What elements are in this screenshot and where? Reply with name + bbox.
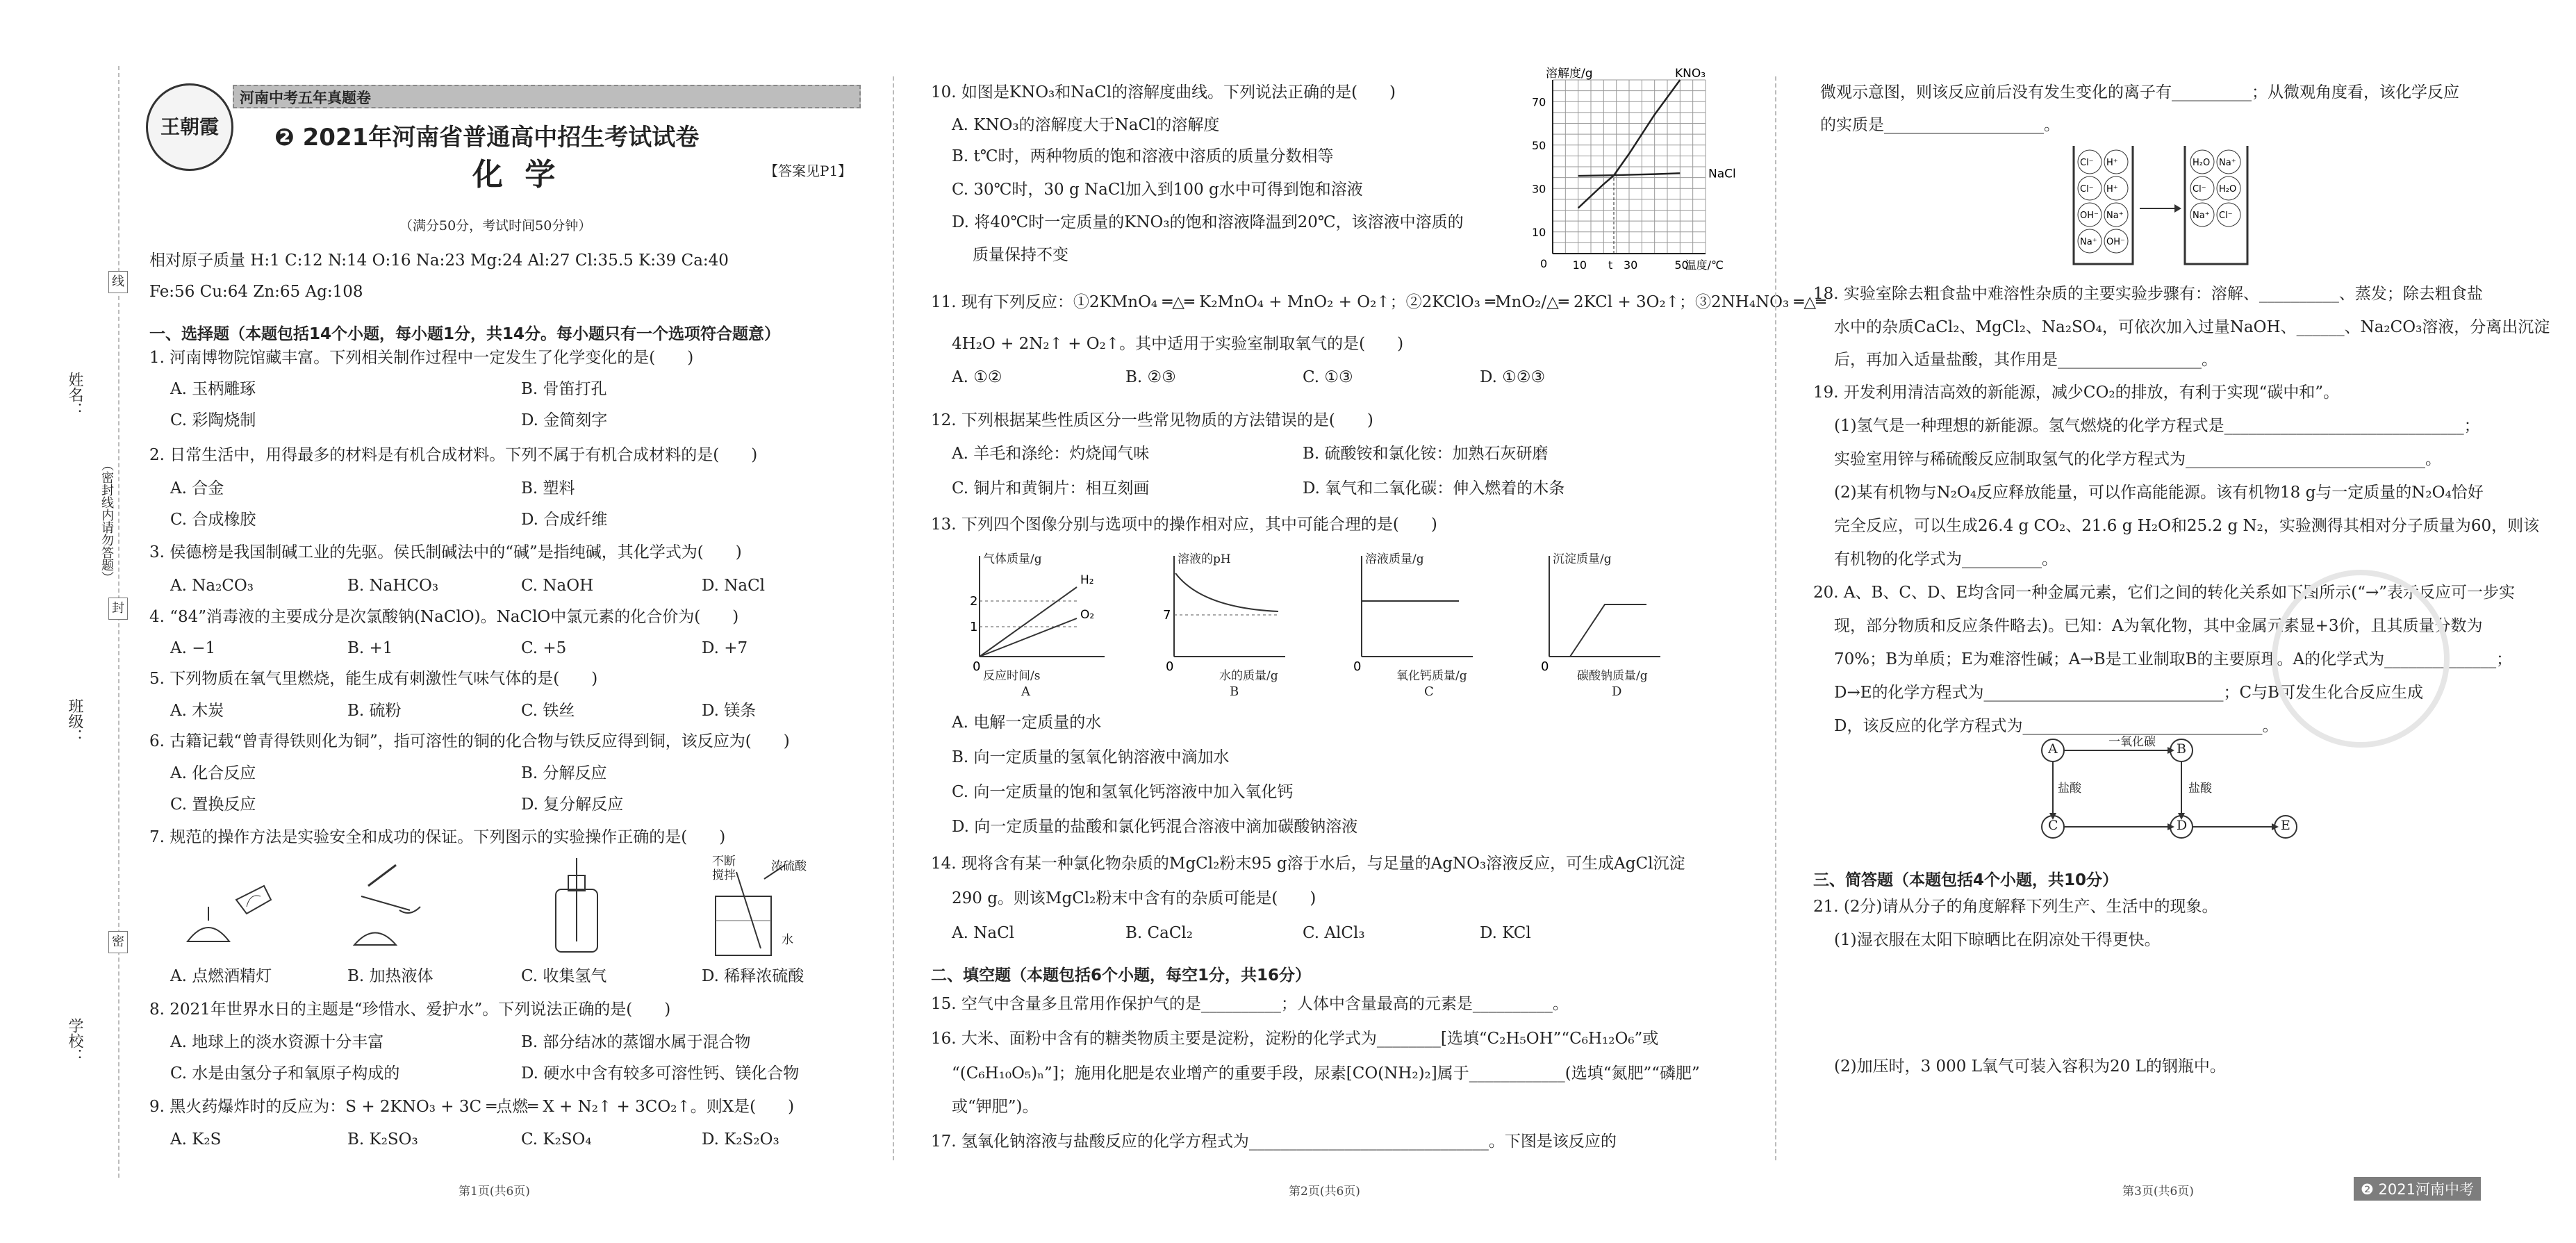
svg-text:0: 0 bbox=[973, 659, 981, 674]
q2-option-b[interactable]: B. 塑料 bbox=[521, 479, 575, 497]
q19-text-3: 实验室用锌与稀硫酸反应制取氢气的化学方程式为______________________________。 bbox=[1834, 450, 2441, 468]
watermark-seal bbox=[2272, 570, 2450, 748]
q14-option-a[interactable]: A. NaCl bbox=[952, 924, 1015, 942]
ion-label: Cl⁻ bbox=[2219, 211, 2233, 221]
q5-option-b[interactable]: B. 硫粉 bbox=[347, 702, 402, 720]
q13-b-label: B bbox=[1230, 684, 1239, 699]
q21-part1: (1)湿衣服在太阳下晾晒比在阴凉处干得更快。 bbox=[1834, 931, 2161, 949]
q20-text-3: 70%；B为单质；E为难溶性碱；A→B是工业制取B的主要原理。A的化学式为______________； bbox=[1834, 650, 2513, 668]
q7-label-stir: 不断搅拌 bbox=[712, 855, 736, 882]
q20-text-5: D，该反应的化学方程式为______________________________。 bbox=[1834, 717, 2279, 735]
atomic-mass-line2: Fe:56 Cu:64 Zn:65 Ag:108 bbox=[149, 283, 363, 301]
edge-ab-label: 一氧化碳 bbox=[2108, 735, 2156, 749]
q19-text-1: 19. 开发利用清洁高效的新能源，减少CO₂的排放，有利于实现“碳中和”。 bbox=[1813, 384, 2340, 402]
q17-micro-diagram bbox=[2070, 142, 2272, 271]
q20-text-2: 现，部分物质和反应条件略去)。已知：A为氧化物，其中金属元素显+3价，且其质量分数为 bbox=[1834, 617, 2483, 635]
q9-stem: 9. 黑火药爆炸时的反应为：S + 2KNO₃ + 3C ═点燃═ X + N₂↑ + 3CO₂↑。则X是( ) bbox=[149, 1098, 795, 1116]
q2-option-c[interactable]: C. 合成橡胶 bbox=[170, 511, 256, 529]
q21-part1-answer-area[interactable] bbox=[1834, 959, 2459, 1035]
node-c: C bbox=[2048, 818, 2058, 833]
q7-label-water: 水 bbox=[782, 933, 793, 947]
node-d: D bbox=[2177, 818, 2188, 833]
q13-a-xlabel: 反应时间/s bbox=[983, 669, 1041, 683]
q19-text-2: (1)氢气是一种理想的新能源。氢气燃烧的化学方程式是______________________________； bbox=[1834, 417, 2480, 435]
q9-option-a[interactable]: A. K₂S bbox=[170, 1130, 222, 1149]
q8-option-d[interactable]: D. 硬水中含有较多可溶性钙、镁化合物 bbox=[521, 1064, 800, 1083]
q13-c-xlabel: 氧化钙质量/g bbox=[1396, 669, 1467, 683]
y-tick-label: 70 bbox=[1532, 95, 1546, 109]
q4-option-a[interactable]: A. −1 bbox=[170, 639, 216, 657]
q11-option-c[interactable]: C. ①③ bbox=[1303, 368, 1353, 386]
q13-graph-d bbox=[1541, 556, 1660, 674]
q13-option-b[interactable]: B. 向一定质量的氢氧化钠溶液中滴加水 bbox=[952, 748, 1230, 766]
q7-stem: 7. 规范的操作方法是实验安全和成功的保证。下列图示的实验操作正确的是( ) bbox=[149, 828, 726, 846]
q18-text-2: 水中的杂质CaCl₂、MgCl₂、Na₂SO₄，可依次加入过量NaOH、______、Na₂CO₃溶液，分离出沉淀 bbox=[1834, 318, 2550, 336]
q20-text-4: D→E的化学方程式为______________________________；C与B可发生化合反应生成 bbox=[1834, 684, 2424, 702]
logo-text: 王朝霞 bbox=[160, 115, 219, 138]
ion-label: OH⁻ bbox=[2106, 237, 2125, 247]
q13-option-a[interactable]: A. 电解一定质量的水 bbox=[952, 714, 1102, 732]
q5-stem: 5. 下列物质在氧气里燃烧，能生成有刺激性气味气体的是( ) bbox=[149, 670, 598, 688]
exam-title bbox=[274, 118, 699, 152]
q7-option-a[interactable]: A. 点燃酒精灯 bbox=[170, 967, 272, 985]
q13-a-ylabel: 气体质量/g bbox=[983, 552, 1042, 566]
q2-option-d[interactable]: D. 合成纤维 bbox=[521, 511, 608, 529]
gas-bottle-figure bbox=[556, 858, 597, 952]
q19-text-4: (2)某有机物与N₂O₄反应释放能量，可以作高能能源。该有机物18 g与一定质量的N₂O₄恰好 bbox=[1834, 484, 2484, 502]
q13-b-xlabel: 水的质量/g bbox=[1219, 669, 1278, 683]
seal-mark-mi: 密 bbox=[108, 931, 128, 953]
q4-option-c[interactable]: C. +5 bbox=[521, 639, 567, 657]
q10-option-d-cont: 质量保持不变 bbox=[973, 246, 1068, 264]
q18-text-1: 18. 实验室除去粗食盐中难溶性杂质的主要实验步骤有：溶解、__________、蒸发；除去粗食盐 bbox=[1813, 285, 2483, 303]
q13-graphs bbox=[945, 545, 1674, 702]
q9-option-c[interactable]: C. K₂SO₄ bbox=[521, 1130, 592, 1149]
name-label: 姓名： bbox=[66, 372, 83, 418]
q13-d-xlabel: 碳酸钠质量/g bbox=[1577, 669, 1648, 683]
ion-label: Na⁺ bbox=[2219, 158, 2236, 168]
q12-option-d[interactable]: D. 氧气和二氧化碳：伸入燃着的木条 bbox=[1303, 479, 1565, 497]
q11-stem: 11. 现有下列反应：①2KMnO₄ ═△═ K₂MnO₄ + MnO₂ + O₂↑；②2KClO₃ ═MnO₂/△═ 2KCl + 3O₂↑；③2NH₄NO₃ ═△═ bbox=[931, 293, 1826, 311]
q17-text-2: 微观示意图，则该反应前后没有发生变化的离子有__________；从微观角度看，该化学反应 bbox=[1820, 83, 2459, 101]
q13-graph-c bbox=[1353, 556, 1473, 674]
section2-title: 二、填空题（本题包括6个小题，每空1分，共16分） bbox=[931, 966, 1312, 985]
ion-label: Na⁺ bbox=[2193, 211, 2210, 221]
x-tick-label: t bbox=[1608, 258, 1613, 272]
q4-option-b[interactable]: B. +1 bbox=[347, 639, 393, 657]
series-tag: 河南中考五年真题卷 bbox=[240, 90, 371, 106]
solubility-chart bbox=[1514, 66, 1751, 274]
q6-option-d[interactable]: D. 复分解反应 bbox=[521, 796, 624, 814]
q10-option-d[interactable]: D. 将40℃时一定质量的KNO₃的饱和溶液降温到20℃，该溶液中溶质的 bbox=[952, 213, 1464, 231]
q6-option-a[interactable]: A. 化合反应 bbox=[170, 764, 256, 782]
q10-option-b[interactable]: B. t℃时，两种物质的饱和溶液中溶质的质量分数相等 bbox=[952, 147, 1334, 165]
q10-option-a[interactable]: A. KNO₃的溶解度大于NaCl的溶解度 bbox=[952, 116, 1220, 134]
q14-stem-cont: 290 g。则该MgCl₂粉末中含有的杂质可能是( ) bbox=[952, 889, 1316, 907]
q9-option-d[interactable]: D. K₂S₂O₃ bbox=[702, 1130, 779, 1149]
q4-option-d[interactable]: D. +7 bbox=[702, 639, 748, 657]
q3-option-a[interactable]: A. Na₂CO₃ bbox=[170, 577, 254, 595]
q16-text-1: 16. 大米、面粉中含有的糖类物质主要是淀粉，淀粉的化学式为________[选填“C₂H₅OH”“C₆H₁₂O₆”或 bbox=[931, 1030, 1659, 1048]
q13-d-ylabel: 沉淀质量/g bbox=[1553, 552, 1612, 566]
x-tick-label: 10 bbox=[1572, 258, 1587, 272]
q16-text-3: 或“钾肥”)。 bbox=[952, 1098, 1039, 1116]
page1-footer: 第1页(共6页) bbox=[459, 1185, 530, 1199]
svg-text:1: 1 bbox=[970, 620, 978, 634]
ion-label: H⁺ bbox=[2106, 184, 2118, 195]
q3-stem: 3. 侯德榜是我国制碱工业的先驱。侯氏制碱法中的“碱”是指纯碱，其化学式为( ) bbox=[149, 543, 742, 561]
q16-text-2: “(C₆H₁₀O₅)ₙ”]；施用化肥是农业增产的重要手段，尿素[CO(NH₂)₂]属于____________(选填“氮肥”“磷肥” bbox=[952, 1064, 1700, 1083]
subject-title: 化 学 bbox=[472, 157, 561, 192]
q13-option-c[interactable]: C. 向一定质量的饱和氢氧化钙溶液中加入氧化钙 bbox=[952, 783, 1294, 801]
ion-label: OH⁻ bbox=[2080, 211, 2099, 221]
q5-option-d[interactable]: D. 镁条 bbox=[702, 702, 757, 720]
y-tick-label: 10 bbox=[1532, 225, 1546, 239]
q1-option-d[interactable]: D. 金简刻字 bbox=[521, 411, 608, 429]
class-label: 班级： bbox=[66, 698, 83, 744]
chart-axes bbox=[1532, 67, 1724, 272]
exam-number: ❷ bbox=[274, 124, 295, 151]
q14-option-c[interactable]: C. AlCl₃ bbox=[1303, 924, 1365, 942]
edge-ac-label: 盐酸 bbox=[2058, 782, 2081, 796]
q5-option-a[interactable]: A. 木炭 bbox=[170, 702, 224, 720]
alcohol-lamp-figure bbox=[188, 886, 271, 941]
q11-option-a[interactable]: A. ①② bbox=[952, 368, 1002, 386]
q3-option-c[interactable]: C. NaOH bbox=[521, 577, 594, 595]
q13-a-label: A bbox=[1021, 684, 1030, 699]
origin-label: 0 bbox=[1540, 257, 1548, 270]
svg-text:0: 0 bbox=[1166, 659, 1174, 674]
series-label: NaCl bbox=[1708, 167, 1736, 181]
ion-label: Na⁺ bbox=[2080, 237, 2097, 247]
svg-text:0: 0 bbox=[1541, 659, 1549, 674]
q13-graph-a bbox=[970, 556, 1105, 674]
section1-title: 一、选择题（本题包括14个小题，每小题1分，共14分。每小题只有一个选项符合题意） bbox=[149, 325, 781, 343]
q13-d-label: D bbox=[1612, 684, 1622, 699]
edge-bd-label: 盐酸 bbox=[2188, 782, 2212, 796]
ion-label: Cl⁻ bbox=[2080, 158, 2094, 168]
q12-stem: 12. 下列根据某些性质区分一些常见物质的方法错误的是( ) bbox=[931, 411, 1373, 429]
q12-option-c[interactable]: C. 铜片和黄铜片：相互刻画 bbox=[952, 479, 1150, 497]
y-tick-label: 50 bbox=[1532, 138, 1546, 152]
q7-label-acid: 浓硫酸 bbox=[771, 859, 807, 873]
ions-after bbox=[2190, 150, 2240, 227]
school-label: 学校： bbox=[66, 1018, 83, 1064]
q8-stem: 8. 2021年世界水日的主题是“珍惜水、爱护水”。下列说法正确的是( ) bbox=[149, 1001, 671, 1019]
q2-option-a[interactable]: A. 合金 bbox=[170, 479, 224, 497]
exam-meta: （满分50分，考试时间50分钟） bbox=[399, 218, 592, 233]
q21-part2-answer-area[interactable] bbox=[1834, 1084, 2459, 1160]
q1-option-a[interactable]: A. 玉柄雕琢 bbox=[170, 380, 256, 398]
q13-c-ylabel: 溶液质量/g bbox=[1365, 552, 1424, 566]
q13-graph-b bbox=[1163, 556, 1285, 674]
q3-option-b[interactable]: B. NaHCO₃ bbox=[347, 577, 439, 595]
page2-footer: 第2页(共6页) bbox=[1289, 1185, 1360, 1199]
q6-stem: 6. 古籍记载“曾青得铁则化为铜”，指可溶性的铜的化合物与铁反应得到铜，该反应为( ) bbox=[149, 732, 790, 750]
column-divider-1 bbox=[893, 76, 894, 1160]
q9-option-b[interactable]: B. K₂SO₃ bbox=[347, 1130, 418, 1149]
q6-option-c[interactable]: C. 置换反应 bbox=[170, 796, 256, 814]
node-b: B bbox=[2177, 741, 2186, 757]
section3-title: 三、简答题（本题包括4个小题，共10分） bbox=[1813, 871, 2119, 889]
q1-option-b[interactable]: B. 骨笛打孔 bbox=[521, 380, 607, 398]
q10-stem: 10. 如图是KNO₃和NaCl的溶解度曲线。下列说法正确的是( ) bbox=[931, 83, 1396, 101]
q1-stem: 1. 河南博物院馆藏丰富。下列相关制作过程中一定发生了化学变化的是( ) bbox=[149, 349, 694, 367]
q7-lab-figures bbox=[160, 858, 889, 962]
svg-text:7: 7 bbox=[1163, 608, 1171, 623]
q14-option-d[interactable]: D. KCl bbox=[1480, 924, 1531, 942]
ion-label: H₂O bbox=[2219, 184, 2237, 195]
ion-label: Na⁺ bbox=[2106, 211, 2124, 221]
seal-line bbox=[118, 66, 119, 1178]
seal-mark-xian: 线 bbox=[108, 271, 128, 293]
page3-footer: 第3页(共6页) bbox=[2122, 1185, 2194, 1199]
q19-text-6: 有机物的化学式为__________。 bbox=[1834, 550, 2058, 568]
q10-option-c[interactable]: C. 30℃时，30 g NaCl加入到100 g水中可得到饱和溶液 bbox=[952, 181, 1363, 199]
y-tick-label: 30 bbox=[1532, 182, 1546, 196]
q11-stem-cont: 4H₂O + 2N₂↑ + O₂↑。其中适用于实验室制取氧气的是( ) bbox=[952, 335, 1404, 353]
q14-stem: 14. 现将含有某一种氯化物杂质的MgCl₂粉末95 g溶于水后，与足量的AgNO₃溶液反应，可生成AgCl沉淀 bbox=[931, 855, 1685, 873]
chart-series bbox=[1578, 67, 1736, 254]
answer-reference: 【答案见P1】 bbox=[764, 163, 852, 179]
exam-title-text: 2021年河南省普通高中招生考试试卷 bbox=[302, 124, 700, 151]
x-axis-label: 温度/℃ bbox=[1685, 258, 1724, 272]
svg-text:2: 2 bbox=[970, 594, 978, 609]
q13-b-ylabel: 溶液的pH bbox=[1178, 552, 1231, 566]
q13-option-d[interactable]: D. 向一定质量的盐酸和氯化钙混合溶液中滴加碳酸钠溶液 bbox=[952, 818, 1358, 836]
publisher-logo bbox=[146, 83, 233, 171]
column-divider-2 bbox=[1775, 76, 1776, 1160]
x-tick-label: 30 bbox=[1624, 258, 1638, 272]
series-label: KNO₃ bbox=[1675, 67, 1706, 81]
svg-text:O₂: O₂ bbox=[1080, 608, 1095, 622]
q13-c-label: C bbox=[1424, 684, 1434, 699]
q6-option-b[interactable]: B. 分解反应 bbox=[521, 764, 607, 782]
q12-option-b[interactable]: B. 硫酸铵和氯化铵：加熟石灰研磨 bbox=[1303, 445, 1549, 463]
q11-option-d[interactable]: D. ①②③ bbox=[1480, 368, 1546, 386]
q7-option-b[interactable]: B. 加热液体 bbox=[347, 967, 434, 985]
q7-option-d[interactable]: D. 稀释浓硫酸 bbox=[702, 967, 804, 985]
q8-option-b[interactable]: B. 部分结冰的蒸馏水属于混合物 bbox=[521, 1033, 751, 1051]
chart-grid bbox=[1553, 80, 1706, 254]
ion-label: H⁺ bbox=[2106, 158, 2118, 168]
q20-text-1: 20. A、B、C、D、E均含同一种金属元素，它们之间的转化关系如下图所示(“→”表示反应可一步实 bbox=[1813, 584, 2515, 602]
q13-stem: 13. 下列四个图像分别与选项中的操作相对应，其中可能合理的是( ) bbox=[931, 516, 1437, 534]
q14-option-b[interactable]: B. CaCl₂ bbox=[1125, 924, 1194, 942]
node-e: E bbox=[2281, 818, 2290, 833]
q1-option-c[interactable]: C. 彩陶烧制 bbox=[170, 411, 256, 429]
ions-before bbox=[2078, 150, 2128, 253]
q11-option-b[interactable]: B. ②③ bbox=[1125, 368, 1176, 386]
ion-label: H₂O bbox=[2193, 158, 2211, 168]
q17-text-3: 的实质是____________________。 bbox=[1820, 116, 2060, 134]
q3-option-d[interactable]: D. NaCl bbox=[702, 577, 766, 595]
exam-badge: ❷ 2021河南中考 bbox=[2354, 1177, 2481, 1201]
seal-notice: （密封线内请勿答题） bbox=[99, 459, 114, 584]
atomic-mass-line1: 相对原子质量 H:1 C:12 N:14 O:16 Na:23 Mg:24 Al:27 Cl:35.5 K:39 Ca:40 bbox=[149, 252, 729, 270]
heating-tube-figure bbox=[354, 865, 420, 945]
q19-text-5: 完全反应，可以生成26.4 g CO₂、21.6 g H₂O和25.2 g N₂，实验测得其相对分子质量为60，则该 bbox=[1834, 517, 2540, 535]
q15-text: 15. 空气中含量多且常用作保护气的是__________；人体中含量最高的元素是__________。 bbox=[931, 995, 1569, 1013]
q5-option-c[interactable]: C. 铁丝 bbox=[521, 702, 575, 720]
q12-option-a[interactable]: A. 羊毛和涤纶：灼烧闻气味 bbox=[952, 445, 1150, 463]
x-tick-label: 50 bbox=[1674, 258, 1689, 272]
q17-text-1: 17. 氢氧化钠溶液与盐酸反应的化学方程式为______________________________。下图是该反应的 bbox=[931, 1133, 1617, 1151]
q21-part2: (2)加压时，3 000 L氧气可装入容积为20 L的钢瓶中。 bbox=[1834, 1057, 2226, 1076]
series-banner bbox=[233, 85, 861, 108]
q4-stem: 4. “84”消毒液的主要成分是次氯酸钠(NaClO)。NaClO中氯元素的化合价为( ) bbox=[149, 608, 739, 626]
seal-mark-feng: 封 bbox=[108, 598, 128, 620]
ion-label: Cl⁻ bbox=[2080, 184, 2094, 195]
node-a: A bbox=[2048, 741, 2058, 757]
q7-option-c[interactable]: C. 收集氢气 bbox=[521, 967, 607, 985]
q8-option-a[interactable]: A. 地球上的淡水资源十分丰富 bbox=[170, 1033, 384, 1051]
q2-stem: 2. 日常生活中，用得最多的材料是有机合成材料。下列不属于有机合成材料的是( ) bbox=[149, 446, 758, 464]
y-axis-label: 溶解度/g bbox=[1546, 67, 1593, 81]
q8-option-c[interactable]: C. 水是由氢分子和氧原子构成的 bbox=[170, 1064, 400, 1083]
ion-label: Cl⁻ bbox=[2193, 184, 2206, 195]
q21-text: 21. (2分)请从分子的角度解释下列生产、生活中的现象。 bbox=[1813, 898, 2218, 916]
svg-text:0: 0 bbox=[1353, 659, 1362, 674]
q18-text-3: 后，再加入适量盐酸，其作用是__________________。 bbox=[1834, 351, 2218, 369]
svg-text:H₂: H₂ bbox=[1080, 573, 1094, 587]
